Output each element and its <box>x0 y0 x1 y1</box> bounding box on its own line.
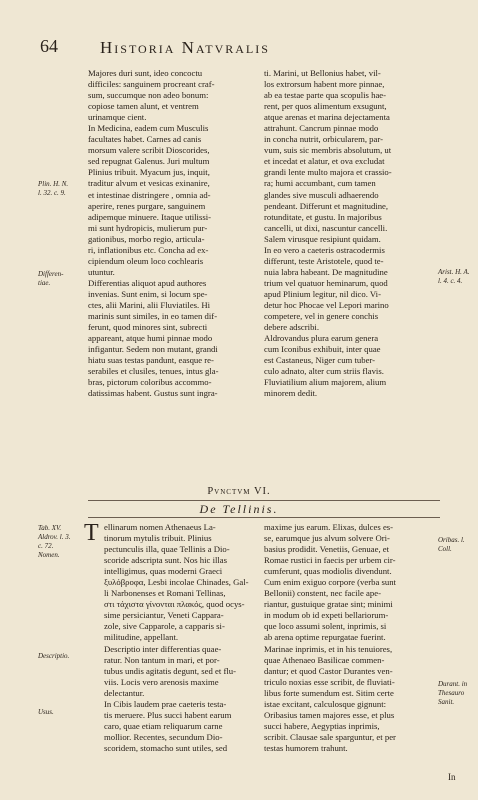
text-line: Oribasius tamen majores esse, et plus <box>264 709 395 720</box>
text-line: debere adscribi. <box>264 322 319 333</box>
text-line: sum, succumque non adeo bonum: <box>88 90 209 101</box>
text-line: Descriptio inter differentias quae- <box>104 643 222 654</box>
text-line: viis. Locis vero arenosis maxime <box>104 676 219 687</box>
text-line: Salem virusque resipiunt quidam. <box>264 233 381 244</box>
text-line: Cum enim exiguo corpore (verba sunt <box>264 577 396 588</box>
text-line: Marinae inprimis, et in his tenuiores, <box>264 643 393 654</box>
text-line: urinamque cient. <box>88 112 147 123</box>
text-line: tinorum mytulis tribuit. Plinius <box>104 533 212 544</box>
text-line: ab arena optime repurgatae fuerint. <box>264 632 386 643</box>
margin-note-arist: Arist. H. A. l. 4. c. 4. <box>438 268 470 285</box>
text-line: aperire, renes purgare, sanguinem <box>88 200 206 211</box>
text-line: mollior. Recentes, secundum Dio- <box>104 731 223 742</box>
margin-note-durant: Durant. in Thesauro Sanit. <box>438 680 468 706</box>
text-line: copiose tamen alunt, et ventrem <box>88 101 199 112</box>
text-line: quae Athenaeo Basilicae commen- <box>264 654 385 665</box>
text-line: tubus undis agitatis degunt, sed et flu- <box>104 665 236 676</box>
text-line: hiatu suas testas pandunt, easque re- <box>88 355 214 366</box>
text-line: attrahunt. Cancrum pinnae modo <box>264 123 379 134</box>
text-line: que loco assumi solent, inprimis, si <box>264 621 387 632</box>
text-line: dantur; et quod Castor Durantes ven- <box>264 665 393 676</box>
text-line: marinis sunt similes, in eo tamen dif- <box>88 311 218 322</box>
text-line: invenias. Sunt enim, si locum spe- <box>88 288 208 299</box>
running-title: Historia Natvralis <box>100 38 270 57</box>
text-line: sed repugnat Galenus. Juri multum <box>88 156 210 167</box>
text-line: differunt, teste Aristotele, quod te- <box>264 255 384 266</box>
text-line: tis meruere. Plus succi habent earum <box>104 709 232 720</box>
text-line: ab ea testae parte qua scopulis hae- <box>264 90 387 101</box>
margin-note-descriptio: Descriptio. <box>38 652 70 660</box>
left-column-2 <box>104 522 249 754</box>
text-line: in concha nutrit, orbicularem, par- <box>264 134 383 145</box>
text-line: ellinarum nomen Athenaeus La- <box>104 522 216 532</box>
text-line: caro, quae etiam reliquarum carne <box>104 720 223 731</box>
text-line: Bellonii) constent, nec facile ape- <box>264 588 381 599</box>
text-line: zole, sive Capparole, a capparis si- <box>104 621 225 632</box>
text-line: utuntur. <box>88 266 115 277</box>
text-line: facultates habet. Carnes ad canis <box>88 134 202 145</box>
text-line: datissimas habent. Gustus sunt ingra- <box>88 388 218 399</box>
text-line: grandi lente multo majora et crassio- <box>264 167 392 178</box>
section-title: De Tellinis. <box>199 502 279 516</box>
text-line: glandes sive musculi adhaerendo <box>264 189 379 200</box>
text-line: intelligimus, quas moderni Graeci <box>104 566 223 577</box>
text-line: testas humorem trahunt. <box>264 742 348 753</box>
text-line: ξυλόβροφα, Lesbi incolae Chinades, Gal- <box>104 577 249 588</box>
text-line: competere, vel in genere conchis <box>264 311 379 322</box>
text-line: ctes, alii Marini, alii Fluviatiles. Hi <box>88 299 211 310</box>
text-line: delectantur. <box>104 687 145 698</box>
text-line: rent, per quos alimentum exsugunt, <box>264 101 387 112</box>
text-line: se, earumque jus alvum solvere Ori- <box>264 533 390 544</box>
text-line: In eo vero a caeteris ostracodermis <box>264 244 385 255</box>
text-line: In Medicina, eadem cum Musculis <box>88 123 209 134</box>
text-line: istae excitant, calculosque gignunt: <box>264 698 387 709</box>
page-number: 64 <box>40 36 58 56</box>
text-line: los extrorsum habent more pinnae, <box>264 79 385 90</box>
text-line: ferunt, quod minores sint, subrecti <box>88 322 208 333</box>
right-column-2 <box>264 522 396 754</box>
text-line: στι τάχιστα γίνονται πλακός, quod ocys- <box>104 599 245 610</box>
text-line: triculo noxias esse scribit, de fluviati- <box>264 676 395 687</box>
text-line: minorem dedit. <box>264 388 318 399</box>
text-line: gationibus, morbo regio, articula- <box>88 233 205 244</box>
text-line: libus forte sumendum est. Sitim certe <box>264 687 394 698</box>
text-line: et intestinae distringere , omnia ad- <box>88 189 211 200</box>
section-rule-top <box>88 500 440 501</box>
margin-note-oribas: Oribas. l. Coll. <box>438 536 465 553</box>
text-line: cumferunt, quas modiolis divendunt. <box>264 566 392 577</box>
text-line: bras, pictorum coloribus accommo- <box>88 377 212 388</box>
text-line: Romae rustici in faecis per urbem cir- <box>264 555 396 566</box>
text-line: Aldrovandus plura earum genera <box>264 333 379 344</box>
text-line: li Narbonenses et Romani Tellinas, <box>104 588 226 599</box>
text-line: mi sunt hydropicis, mulierum pur- <box>88 222 208 233</box>
text-line: ti. Marini, ut Bellonius habet, vil- <box>264 68 381 78</box>
text-line: Plinius tribuit. Myacum jus, inquit, <box>88 167 210 178</box>
text-line: difficiles: sanguinem procreant craf- <box>88 79 215 90</box>
text-line: detur hoc Phocae vel Lepori marino <box>264 299 389 310</box>
text-line: rotunditate, et gustu. In majoribus <box>264 211 382 222</box>
margin-note-tab: Tab. XV. Aldrov. l. 3. c. 72. Nomen. <box>38 524 71 559</box>
text-line: basius prodidit. Venetiis, Genuae, et <box>264 544 390 555</box>
text-line: riantur, gustuique gratae sint; minimi <box>264 599 393 610</box>
text-line: scoridem, stomacho sunt utiles, sed <box>104 742 228 753</box>
text-line: Fluviatilium alium majorem, alium <box>264 377 387 388</box>
margin-note-differentiae: Differen- tiae. <box>38 270 64 287</box>
text-line: et incedat et alatur, et ova excludat <box>264 156 385 167</box>
text-line: trium vel quatuor heminarum, quod <box>264 277 388 288</box>
right-column <box>264 68 392 399</box>
text-line: In Cibis laudem prae caeteris testa- <box>104 698 227 709</box>
text-line: ra; humi accumbant, cum tamen <box>264 178 376 189</box>
text-line: ri, inflationibus etc. Concha ad ex- <box>88 244 209 255</box>
text-line: pendeant. Differunt et magnitudine, <box>264 200 389 211</box>
text-line: apud Plinium legitur, nil dico. Vi- <box>264 288 381 299</box>
text-line: traditur alvum et vesicas exinanire, <box>88 178 210 189</box>
text-line: Majores duri sunt, ideo concoctu <box>88 68 203 78</box>
text-line: sime persiciantur, Veneti Cappara- <box>104 610 224 621</box>
text-line: militudine, appellant. <box>104 632 179 643</box>
text-line: scribit. Clausae sale sparguntur, et per <box>264 731 396 742</box>
text-line: nuia labra habeant. De magnitudine <box>264 266 388 277</box>
text-line: morsum valere scribit Dioscorides, <box>88 145 210 156</box>
text-line: vum, suis sic membris absolutum, ut <box>264 145 392 156</box>
left-column <box>88 68 219 399</box>
text-line: serabiles et clusiles, tenues, intus gla- <box>88 366 219 377</box>
text-line: infigantur. Sedem non mutant, grandi <box>88 344 218 355</box>
text-line: scoride adscripta sunt. Nos hic illas <box>104 555 228 566</box>
text-line: appareant, atque humi pinnae modo <box>88 333 213 344</box>
text-line: succi habere, Aegyptias inprimis, <box>264 720 380 731</box>
drop-cap: T <box>84 520 99 546</box>
text-line: in modum ob id expeti bellariorum- <box>264 610 389 621</box>
text-line: adipemque minuere. Itaque utilissi- <box>88 211 212 222</box>
text-line: maxime jus earum. Elixas, dulces es- <box>264 522 394 532</box>
section-punctum: Pvnctvm VI. <box>207 486 271 497</box>
text-line: pectunculis illa, quae Tellinis a Dio- <box>104 544 230 555</box>
text-line: cancelli, ut dixi, nascuntur cancelli. <box>264 222 388 233</box>
margin-note-plin: Plin. H. N. l. 32. c. 9. <box>38 180 69 197</box>
text-line: cipiendum oleum loco cochlearis <box>88 255 204 266</box>
text-line: culo adnato, alter cum striis flavis. <box>264 366 384 377</box>
text-line: Differentias aliquot apud authores <box>88 277 207 288</box>
catchword: In <box>448 772 456 782</box>
section-rule-bottom <box>88 517 440 518</box>
text-line: cum Iconibus exhibuit, inter quae <box>264 344 381 355</box>
text-line: est Castaneus, Niger cum tuber- <box>264 355 376 366</box>
text-line: ratur. Non tantum in mari, et por- <box>104 654 220 665</box>
margin-note-usus: Usus. <box>38 708 54 716</box>
text-line: atque arenas et marina dejectamenta <box>264 112 390 123</box>
